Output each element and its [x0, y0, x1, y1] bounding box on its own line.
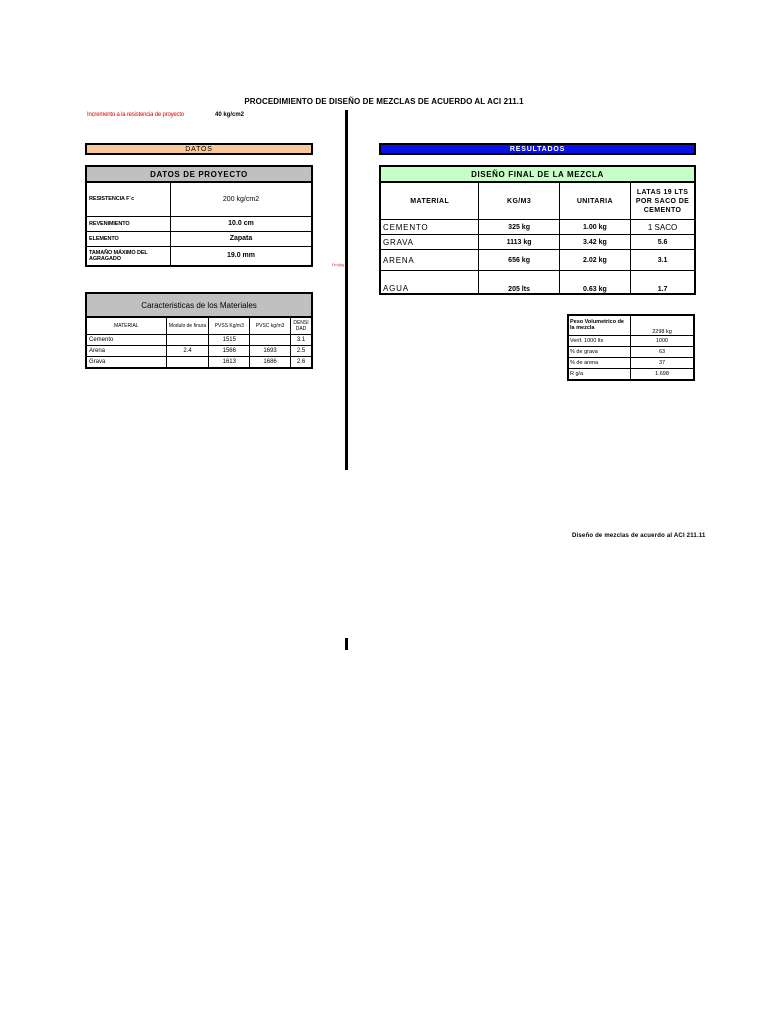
- col-material: MATERIAL: [380, 182, 479, 220]
- page-title: PROCEDIMIENTO DE DISEÑO DE MEZCLAS DE ACUERDO AL ACI 211.1: [244, 97, 524, 106]
- revenimiento-label: REVENIMIENTO: [86, 216, 171, 231]
- datos-proyecto-table: [85, 165, 313, 267]
- table-cell: % de grava: [568, 346, 631, 357]
- table-cell: 1566: [209, 346, 250, 357]
- col-latas: LATAS 19 LTS POR SACO DE CEMENTO: [631, 182, 695, 220]
- diseno-final-table: [379, 165, 696, 295]
- table-cell: 1.698: [631, 368, 695, 380]
- table-cell: R g/a: [568, 368, 631, 380]
- table-cell: 37: [631, 357, 695, 368]
- table-row: [86, 357, 312, 369]
- table-row: [380, 271, 695, 295]
- vertical-divider-mark: [345, 638, 348, 650]
- resistencia-label: RESISTENCIA F´c: [86, 182, 171, 216]
- incremento-label: Incremento a la resistencia de proyecto: [87, 112, 184, 118]
- peso-volumetrico-table: [567, 314, 695, 381]
- diseno-final-title: DISEÑO FINAL DE LA MEZCLA: [380, 166, 695, 182]
- table-cell: 3.1: [291, 335, 312, 346]
- table-cell: AGUA: [380, 271, 479, 295]
- table-cell: 5.6: [631, 235, 695, 250]
- col-pvsc: PVSC kg/m3: [250, 317, 291, 335]
- table-cell: Peso Volumetrico de la mezcla: [568, 315, 631, 335]
- table-row: [568, 368, 694, 380]
- table-cell: Arena: [86, 346, 166, 357]
- table-cell: 1113 kg: [479, 235, 559, 250]
- col-unitaria: UNITARIA: [559, 182, 630, 220]
- table-row: [568, 315, 694, 335]
- footer-note: Diseño de mezclas de acuerdo al ACI 211.11: [572, 533, 706, 539]
- datos-proyecto-title: DATOS DE PROYECTO: [86, 166, 312, 182]
- table-cell: 325 kg: [479, 220, 559, 235]
- table-row: [86, 182, 312, 216]
- table-row: [568, 335, 694, 346]
- table-row: [86, 335, 312, 346]
- margin-note: f'c=(kg: [332, 262, 344, 267]
- table-row: [568, 357, 694, 368]
- elemento-value: Zapata: [171, 231, 313, 246]
- incremento-value: 40 kg/cm2: [215, 112, 245, 118]
- table-cell: 2.6: [291, 357, 312, 369]
- table-cell: 3.1: [631, 250, 695, 271]
- table-cell: 1686: [250, 357, 291, 369]
- table-cell: 205 lts: [479, 271, 559, 295]
- tamano-value: 19.0 mm: [171, 246, 313, 266]
- col-kgm3: KG/M3: [479, 182, 559, 220]
- table-cell: 0.63 kg: [559, 271, 630, 295]
- table-cell: Verif. 1000 lts: [568, 335, 631, 346]
- table-cell: 2.02 kg: [559, 250, 630, 271]
- table-row: [86, 246, 312, 266]
- revenimiento-value: 10.0 cm: [171, 216, 313, 231]
- table-cell: 2.4: [166, 346, 209, 357]
- col-pvss: PVSS Kg/m3: [209, 317, 250, 335]
- table-row: [86, 346, 312, 357]
- diseno-column-headers: [380, 182, 695, 220]
- resultados-header: RESULTADOS: [379, 143, 696, 155]
- table-cell: 1000: [631, 335, 695, 346]
- table-row: [86, 216, 312, 231]
- table-cell: [250, 335, 291, 346]
- col-modulo: Modulo de finura: [166, 317, 209, 335]
- col-material: MATERIAL: [86, 317, 166, 335]
- table-cell: 63: [631, 346, 695, 357]
- tamano-label: TAMAÑO MÁXIMO DEL AGRAGADO: [86, 246, 171, 266]
- elemento-label: ELEMENTO: [86, 231, 171, 246]
- table-row: [380, 220, 695, 235]
- table-cell: CEMENTO: [380, 220, 479, 235]
- table-cell: % de arena: [568, 357, 631, 368]
- materiales-column-headers: [86, 317, 312, 335]
- table-cell: ARENA: [380, 250, 479, 271]
- materiales-title: Caracteristicas de los Materiales: [86, 293, 312, 317]
- table-cell: GRAVA: [380, 235, 479, 250]
- table-cell: 1 SACO: [631, 220, 695, 235]
- table-cell: 1.7: [631, 271, 695, 295]
- table-cell: 1.00 kg: [559, 220, 630, 235]
- table-cell: Cemento: [86, 335, 166, 346]
- vertical-divider: [345, 110, 348, 470]
- table-row: [380, 250, 695, 271]
- table-cell: 656 kg: [479, 250, 559, 271]
- table-row: [380, 235, 695, 250]
- datos-header: DATOS: [85, 143, 313, 155]
- table-cell: 3.42 kg: [559, 235, 630, 250]
- materiales-table: [85, 292, 313, 369]
- table-row: [86, 231, 312, 246]
- table-cell: 2298 kg: [631, 315, 695, 335]
- table-cell: [166, 357, 209, 369]
- table-cell: 1515: [209, 335, 250, 346]
- table-cell: 1613: [209, 357, 250, 369]
- table-cell: [166, 335, 209, 346]
- table-cell: Grava: [86, 357, 166, 369]
- table-cell: 1693: [250, 346, 291, 357]
- resistencia-value: 200 kg/cm2: [171, 182, 313, 216]
- col-densidad: DENSIDAD: [291, 317, 312, 335]
- table-cell: 2.5: [291, 346, 312, 357]
- table-row: [568, 346, 694, 357]
